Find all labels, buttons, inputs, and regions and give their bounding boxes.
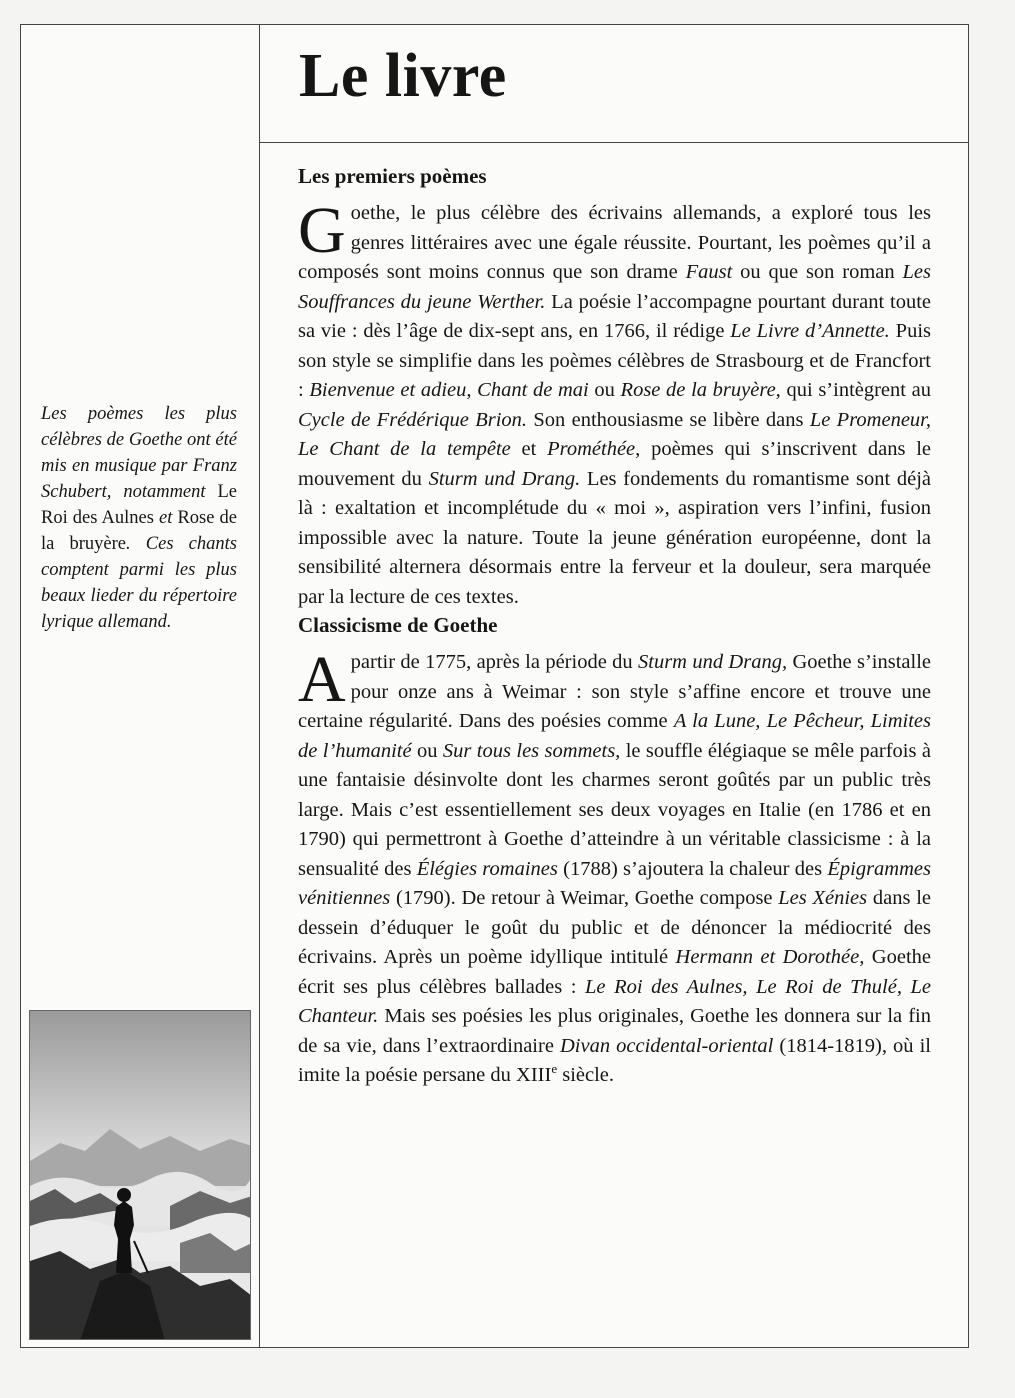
paragraph-text: dans le dessein d’éduquer le goût du public et de dénoncer la médiocrité des écrivains. Après un poème idyllique intitulé	[298, 887, 931, 968]
paragraph-text: ou que son roman	[732, 261, 903, 283]
work-title: Sur tous les sommets,	[442, 739, 621, 762]
caption-work-title: Rose de la bruyère	[41, 508, 237, 554]
paragraph-text: Goethe s’installe pour onze ans à Weimar : son style s’affine encore et trouve une certaine régularité. Dans des poésies comme	[298, 651, 931, 732]
work-title: Les Souffrances du jeune Werther.	[298, 261, 932, 313]
drop-cap: A	[298, 643, 346, 716]
work-title: Élégies romaines	[416, 857, 558, 880]
page-title: Le livre	[299, 42, 507, 110]
paragraph-text: (1790). De retour à Weimar, Goethe compose	[390, 887, 779, 909]
wanderer-above-sea-of-fog-painting	[29, 1010, 251, 1340]
paragraph-text: et	[510, 438, 548, 460]
sidebar-caption	[41, 401, 237, 635]
section-heading: Les premiers poèmes	[298, 164, 487, 188]
caption-text: . Ces chants comptent parmi les plus beaux lieder du répertoire lyrique allemand.	[41, 534, 237, 632]
paragraph-text: Puis son style se simplifie dans les poèmes célèbres de Strasbourg et de Francfort :	[298, 320, 931, 401]
work-title: Divan occidental-oriental	[560, 1034, 774, 1057]
caption-work-title: Le Roi des Aulnes	[41, 482, 237, 528]
work-title: Sturm und Drang,	[638, 651, 788, 673]
paragraph-text: le souffle élégiaque se mêle parfois à une fantaisie désinvolte dont les charmes seront goûtés par un public très large. Mais c’est essentiellement ses deux voyages en Italie (en 1786 et en 1790) qui permettront à Goethe d’atteindre à un véritable classicisme : à la sensualité des	[298, 739, 931, 880]
work-title: Faust	[685, 261, 733, 283]
work-title: Rose de la bruyère,	[620, 379, 781, 401]
section-heading: Classicisme de Goethe	[298, 613, 498, 637]
paragraph-text: ou	[411, 739, 443, 762]
column-divider	[259, 25, 260, 1347]
paragraph-text: oethe, le plus célèbre des écrivains allemands, a exploré tous les genres littéraires avec une égale réussite. Pourtant, les poèmes qu’il a composés sont moins connus que son drame	[298, 202, 931, 283]
paragraph-text: Mais ses poésies les plus originales, Goethe les donnera sur la fin de sa vie, dans l’extraordinaire	[298, 1005, 931, 1057]
work-title: Bienvenue et adieu, Chant de mai	[309, 379, 589, 401]
paragraph-text: (1788) s’ajoutera la chaleur des	[557, 857, 828, 880]
paragraph-text: Goethe écrit ses plus célèbres ballades :	[298, 946, 932, 998]
work-title: Prométhée,	[547, 438, 641, 460]
work-title: Cycle de Frédérique Brion.	[298, 408, 528, 431]
paragraph-text: Les fondements du romantisme sont déjà là : exaltation et incomplétude du « moi », aspiration vers l’infini, fusion impossible avec la nature. Toute la jeune génération européenne, dont la sensibilité alternera désormais entre la ferveur et la douleur, sera marquée par la lecture de ces textes.	[298, 467, 932, 608]
paragraph-text: La poésie l’accompagne pourtant durant toute sa vie : dès l’âge de dix-sept ans, en 1766, il rédige	[298, 290, 931, 342]
work-title: Le Livre d’Annette.	[730, 320, 890, 342]
work-title: Les Xénies	[778, 887, 868, 909]
work-title: Sturm und Drang.	[428, 467, 581, 490]
section-paragraph	[298, 194, 932, 612]
paragraph-text: partir de 1775, après la période du	[350, 651, 638, 673]
work-title: Hermann et Dorothée,	[675, 946, 865, 968]
paragraph-text: siècle.	[557, 1064, 615, 1086]
paragraph-text: ou	[588, 379, 621, 401]
paragraph-text: qui s’intègrent au	[780, 379, 931, 401]
paragraph-text: (1814-1819), où il imite la poésie persane du XIII	[298, 1034, 931, 1086]
work-title: Épigrammes vénitiennes	[298, 857, 931, 909]
work-title: A la Lune, Le Pêcheur, Limites de l’humanité	[298, 710, 931, 762]
work-title: Le Roi des Aulnes, Le Roi de Thulé, Le Chanteur.	[298, 975, 932, 1027]
caption-text: et	[153, 508, 178, 528]
section-paragraph	[298, 643, 932, 1091]
caption-text: Les poèmes les plus célèbres de Goethe ont été mis en musique par Franz Schubert, notamment	[41, 404, 237, 502]
drop-cap: G	[298, 194, 346, 267]
work-title: Le Promeneur, Le Chant de la tempête	[298, 408, 931, 460]
superscript: e	[551, 1061, 558, 1077]
main-column	[298, 163, 931, 1091]
title-divider	[259, 142, 968, 143]
paragraph-text: Son enthousiasme se libère dans	[527, 408, 810, 431]
page-frame	[20, 24, 969, 1348]
paragraph-text: poèmes qui s’inscrivent dans le mouvement du	[298, 438, 932, 490]
